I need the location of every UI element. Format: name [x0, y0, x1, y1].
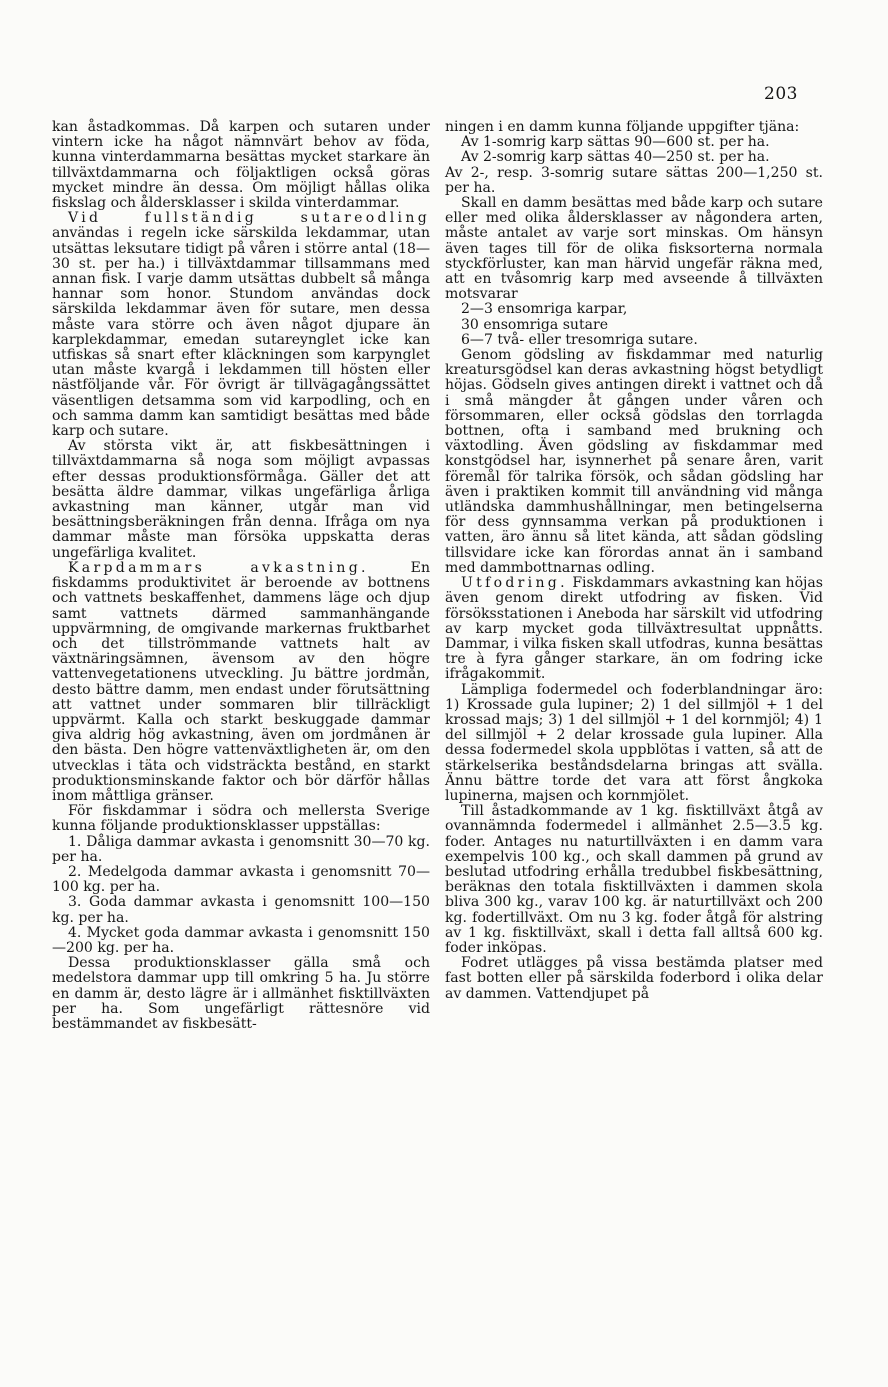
paragraph	[52, 865, 430, 895]
paragraph-text: En fiskdamms produktivitet är beroende av bottnens och vattnets beskaffenhet, dammens läge och djup samt vattnets därmed sammanhängande uppvärmning, de omgivande markernas fruktbarhet och det tillströmmande vattnets halt av växtnäringsämnen, ävensom av den högre vattenvegetationens utveckling. Ju bättre jordmån, desto bättre damm, men endast under förutsättning att vattnet under sommaren blir tillräckligt uppvärmt. Kalla och starkt beskuggade dammar giva aldrig hög avkastning, även om jordmånen är den bästa. Den högre vattenväxtligheten är, om den utvecklas i täta och vidsträckta bestånd, en starkt produktionsminskande faktor och bör därför hållas inom måttliga gränser.	[52, 559, 430, 804]
paragraph-text: För fiskdammar i södra och mellersta Sverige kunna följande produktionsklasser uppställas:	[52, 803, 430, 835]
paragraph	[52, 439, 430, 561]
paragraph	[445, 150, 823, 165]
paragraph	[445, 135, 823, 150]
paragraph-text: Dessa produktionsklasser gälla små och medelstora dammar upp till omkring 5 ha. Ju större en damm är, desto lägre är i allmänhet fisktillväxten per ha. Som ungefärligt rättesnöre vid bestämmandet av fiskbesätt-	[52, 955, 430, 1032]
spaced-heading: Karpdammars avkastning.	[68, 559, 369, 576]
spaced-heading: Vid fullständig sutareodling	[68, 210, 430, 227]
paragraph	[52, 804, 430, 834]
paragraph	[445, 804, 823, 956]
paragraph	[52, 956, 430, 1032]
paragraph-text: 4. Mycket goda dammar avkasta i genomsnitt 150—200 kg. per ha.	[52, 924, 430, 956]
paragraph-text: Av 2-, resp. 3-somrig sutare sättas 200—1,250 st. per ha.	[445, 164, 823, 196]
page-number: 203	[764, 84, 798, 104]
paragraph	[52, 926, 430, 956]
paragraph-text: 30 ensomriga sutare	[461, 316, 609, 333]
paragraph	[445, 196, 823, 302]
paragraph	[52, 895, 430, 925]
list-line	[445, 302, 823, 317]
paragraph	[52, 120, 430, 211]
paragraph-text: Skall en damm besättas med både karp och sutare eller med olika åldersklasser av någondera arten, måste antalet av varje sort minskas. Om hänsyn även tages till för de olika fisksorterna normala styckförluster, kan man härvid ungefär räkna med, att en tvåsomrig karp med avseende å tillväxten motsvarar	[445, 195, 823, 303]
paragraph-text: 1. Dåliga dammar avkasta i genomsnitt 30—70 kg. per ha.	[52, 833, 430, 865]
paragraph	[445, 348, 823, 576]
list-line	[445, 333, 823, 348]
paragraph-text: Fiskdammars avkastning kan höjas även genom direkt utfodring av fisken. Vid försöksstationen i Aneboda har särskilt vid utfodring av karp mycket goda tillväxtresultat uppnåtts. Dammar, i vilka fisken skall utfodras, kunna besättas tre à fyra gånger starkare, än om fodring icke ifrågakommit.	[445, 575, 823, 683]
paragraph	[52, 211, 430, 439]
paragraph	[445, 120, 823, 135]
paragraph-text: 6—7 två- eller tresomriga sutare.	[461, 331, 698, 348]
paragraph	[52, 561, 430, 804]
paragraph	[445, 683, 823, 805]
paragraph	[445, 166, 823, 196]
paragraph	[445, 956, 823, 1002]
paragraph-text: Av 1-somrig karp sättas 90—600 st. per ha.	[461, 134, 770, 151]
spaced-heading: Utfodring.	[461, 575, 568, 592]
paragraph-text: Lämpliga fodermedel och foderblandningar äro: 1) Krossade gula lupiner; 2) 1 del sillmjöl + 1 del krossad majs; 3) 1 del sillmjöl + 1 del kornmjöl; 4) 1 del sillmjöl + 2 delar krossade gula lupiner. Alla dessa fodermedel skola uppblötas i vatten, så att de stärkelserika beståndsdelarna bringas att svälla. Ännu bättre torde det vara att först ångkoka lupinerna, majsen och kornmjölet.	[445, 681, 823, 804]
paragraph-text: användas i regeln icke särskilda lekdammar, utan utsättas leksutare tidigt på våren i större antal (18—30 st. per ha.) i tillväxtdammar tillsammans med annan fisk. I varje damm utsättas dubbelt så många hannar som honor. Stundom användas dock särskilda lekdammar även för sutare, men dessa måste vara större och även något djupare än karplekdammar, emedan sutareynglet icke kan utfiskas så snart efter kläckningen som karpynglet utan måste kvargå i lekdammen till hösten eller nästföljande vår. För övrigt är tillvägagångssättet väsentligen detsamma som vid karpodling, och en och samma damm kan samtidigt besättas med både karp och sutare.	[52, 225, 430, 440]
list-line	[445, 318, 823, 333]
paragraph-text: 3. Goda dammar avkasta i genomsnitt 100—150 kg. per ha.	[52, 894, 430, 926]
paragraph-text: kan åstadkommas. Då karpen och sutaren under vintern icke ha något nämnvärt behov av föda, kunna vinterdammarna besättas mycket starkare än tillväxtdammarna och följaktligen också göras mycket mindre än dessa. Om möjligt hållas olika fiskslag och åldersklasser i skilda vinterdammar.	[52, 119, 430, 212]
paragraph-text: Av 2-somrig karp sättas 40—250 st. per ha.	[461, 149, 770, 166]
paragraph-text: Av största vikt är, att fiskbesättningen i tillväxtdammarna så noga som möjligt avpassas efter dessas produktionsförmåga. Gäller det att besätta äldre dammar, vilkas ungefärliga årliga avkastning man känner, utgår man vid besättningsberäkningen från denna. Ifråga om nya dammar måste man försöka uppskatta deras ungefärliga kvalitet.	[52, 438, 430, 561]
paragraph-text: Genom gödsling av fiskdammar med naturlig kreatursgödsel kan deras avkastning högst betydligt höjas. Gödseln gives antingen direkt i vattnet och då i små mängder åt gången under våren och försommaren, eller också gödslas den torrlagda bottnen, ofta i samband med brukning och växtodling. Även gödsling av fiskdammar med konstgödsel har, isynnerhet på senare åren, varit föremål för talrika försök, och sådan gödsling har även i praktiken kommit till användning vid många utländska dammhushållningar, men betingelserna för dess gynnsamma verkan på produktionen i vatten, äro ännu så litet kända, att sådan gödsling tillsvidare icke kan förordas annat än i samband med dammbottnarnas odling.	[445, 347, 823, 576]
paragraph-text: ningen i en damm kunna följande uppgifter tjäna:	[445, 119, 800, 135]
paragraph	[445, 576, 823, 682]
left-column	[52, 120, 430, 1032]
right-column	[445, 120, 823, 1002]
paragraph-text: Till åstadkommande av 1 kg. fisktillväxt åtgå av ovannämnda fodermedel i allmänhet 2.5—3.5 kg. foder. Antages nu naturtillväxten i en damm vara exempelvis 100 kg., och skall dammen på grund av beslutad utfodring erhålla tredubbel fiskbesättning, beräknas den totala fisktillväxten i dammen skola bliva 300 kg., varav 100 kg. är naturtillväxt och 200 kg. fodertillväxt. Om nu 3 kg. foder åtgå för alstring av 1 kg. fisktillväxt, skall i detta fall alltså 600 kg. foder inköpas.	[445, 803, 823, 956]
paragraph-text: 2—3 ensomriga karpar,	[461, 301, 628, 318]
paragraph	[52, 835, 430, 865]
paragraph-text: 2. Medelgoda dammar avkasta i genomsnitt 70—100 kg. per ha.	[52, 863, 430, 896]
paragraph-text: Fodret utlägges på vissa bestämda platser med fast botten eller på särskilda foderbord i olika delar av dammen. Vattendjupet på	[445, 955, 823, 1002]
